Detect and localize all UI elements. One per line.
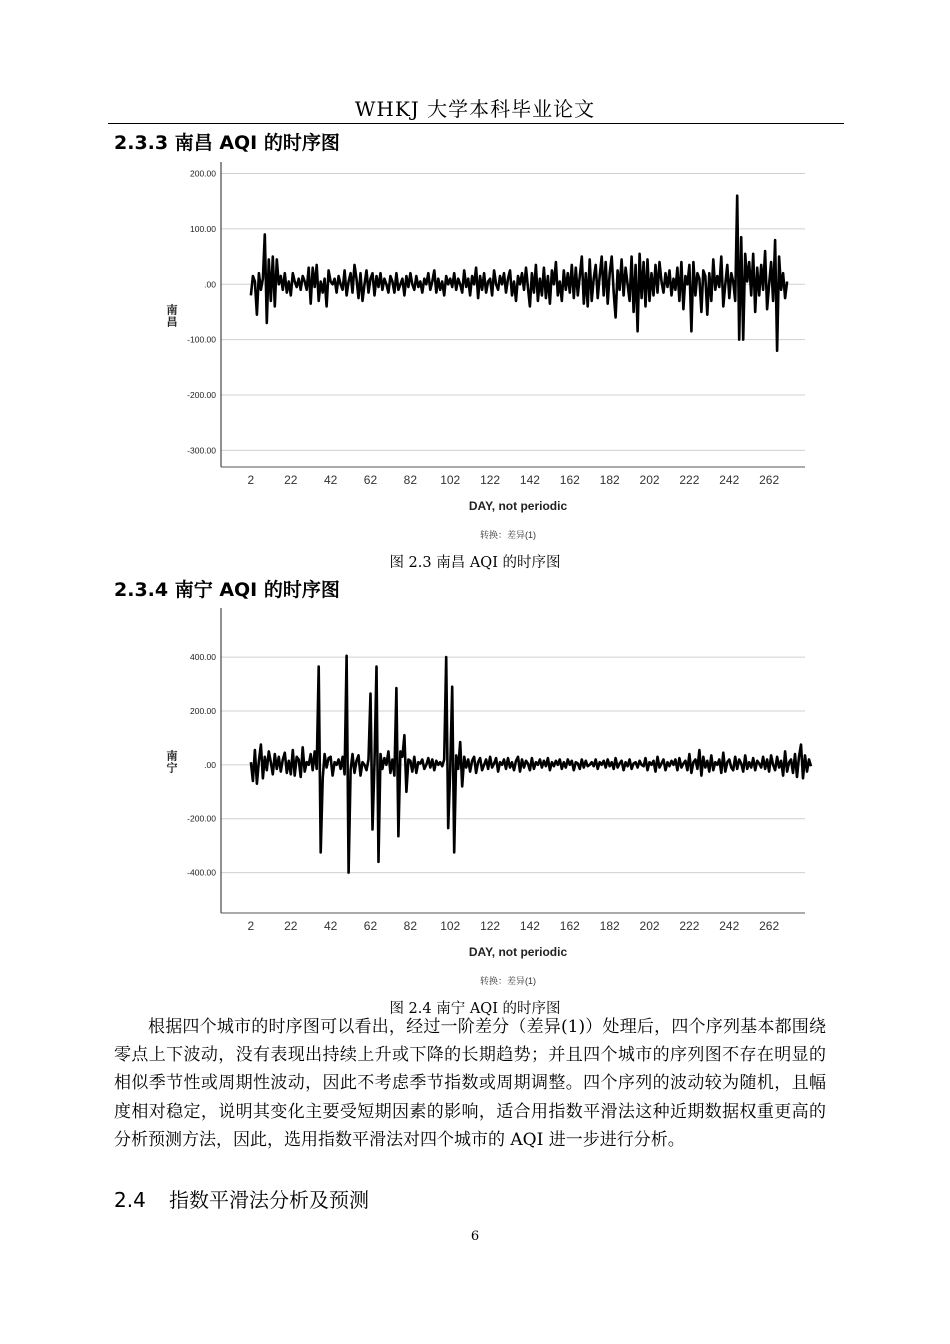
x-tick-label: 222 xyxy=(679,473,700,487)
x-tick-label: 22 xyxy=(284,919,298,933)
figure-caption-2-4: 图 2.4 南宁 AQI 的时序图 xyxy=(389,1001,561,1017)
y-tick-label: .00 xyxy=(204,279,216,290)
x-axis-title: DAY, not periodic xyxy=(468,945,568,959)
x-tick-label: 82 xyxy=(403,919,418,933)
y-tick-label: -400.00 xyxy=(187,867,216,878)
section-title: 指数平滑法分析及预测 xyxy=(169,1188,369,1212)
chart-nanning xyxy=(150,606,830,991)
page-header: WHKJ 大学本科毕业论文 xyxy=(354,97,596,121)
y-tick-label: -200.00 xyxy=(187,390,216,401)
section-heading-2-4 xyxy=(114,1184,369,1213)
y-tick-label: -300.00 xyxy=(187,445,216,456)
chart-nanchang-svg xyxy=(150,160,830,545)
x-tick-label: 202 xyxy=(639,473,660,487)
x-tick-label: 102 xyxy=(440,473,461,487)
x-tick-label: 122 xyxy=(480,919,501,933)
series-line xyxy=(251,656,811,873)
header-rule xyxy=(108,123,844,124)
x-tick-label: 2 xyxy=(247,473,255,487)
x-tick-label: 2 xyxy=(247,919,255,933)
x-tick-label: 62 xyxy=(363,919,378,933)
x-tick-label: 142 xyxy=(519,919,540,933)
x-tick-label: 222 xyxy=(679,919,700,933)
y-axis-title: 南 xyxy=(166,304,178,317)
x-tick-label: 42 xyxy=(323,473,338,487)
x-tick-label: 82 xyxy=(403,473,418,487)
y-tick-label: -200.00 xyxy=(187,813,216,824)
x-tick-label: 22 xyxy=(284,473,298,487)
x-tick-label: 242 xyxy=(719,919,740,933)
x-tick-label: 42 xyxy=(323,919,338,933)
y-axis-title: 昌 xyxy=(166,316,178,329)
x-tick-label: 142 xyxy=(519,473,540,487)
x-tick-label: 182 xyxy=(599,473,620,487)
x-tick-label: 162 xyxy=(559,919,580,933)
y-axis-title: 宁 xyxy=(166,762,178,775)
y-tick-label: -100.00 xyxy=(187,334,216,345)
x-tick-label: 242 xyxy=(719,473,740,487)
page-number: 6 xyxy=(470,1229,480,1244)
section-number: 2.4 xyxy=(114,1188,146,1212)
figure-caption-2-3: 图 2.3 南昌 AQI 的时序图 xyxy=(389,555,561,571)
x-axis-title: DAY, not periodic xyxy=(468,499,568,513)
chart-nanchang xyxy=(150,160,830,545)
series-line xyxy=(251,196,787,351)
x-tick-label: 202 xyxy=(639,919,660,933)
y-axis-title: 南 xyxy=(166,750,178,763)
x-tick-label: 262 xyxy=(759,473,780,487)
x-tick-label: 62 xyxy=(363,473,378,487)
y-tick-label: 200.00 xyxy=(190,705,216,716)
body-paragraph: 根据四个城市的时序图可以看出，经过一阶差分（差异(1)）处理后，四个序列基本都围绕零点上下波动，没有表现出持续上升或下降的长期趋势；并且四个城市的序列图不存在明显的相似季节性或周期性波动，因此不考虑季节指数或周期调整。四个序列的波动较为随机，且幅度相对稳定，说明其变化主要受短期因素的影响，适合用指数平滑法这种近期数据权重更高的分析预测方法，因此，选用指数平滑法对四个城市的 AQI 进一步进行分析。 xyxy=(114,1017,826,1150)
y-tick-label: 400.00 xyxy=(190,652,216,663)
y-tick-label: 200.00 xyxy=(190,168,216,179)
x-tick-label: 122 xyxy=(480,473,501,487)
transform-note: 转换：差异(1) xyxy=(480,976,536,986)
chart-nanning-svg xyxy=(150,606,830,991)
section-heading-nanchang: 2.3.3 南昌 AQI 的时序图 xyxy=(114,132,340,154)
x-tick-label: 262 xyxy=(759,919,780,933)
x-tick-label: 182 xyxy=(599,919,620,933)
transform-note: 转换：差异(1) xyxy=(480,530,536,540)
y-tick-label: .00 xyxy=(204,759,216,770)
y-tick-label: 100.00 xyxy=(190,223,216,234)
x-tick-label: 102 xyxy=(440,919,461,933)
x-tick-label: 162 xyxy=(559,473,580,487)
section-heading-nanning: 2.3.4 南宁 AQI 的时序图 xyxy=(114,579,340,601)
